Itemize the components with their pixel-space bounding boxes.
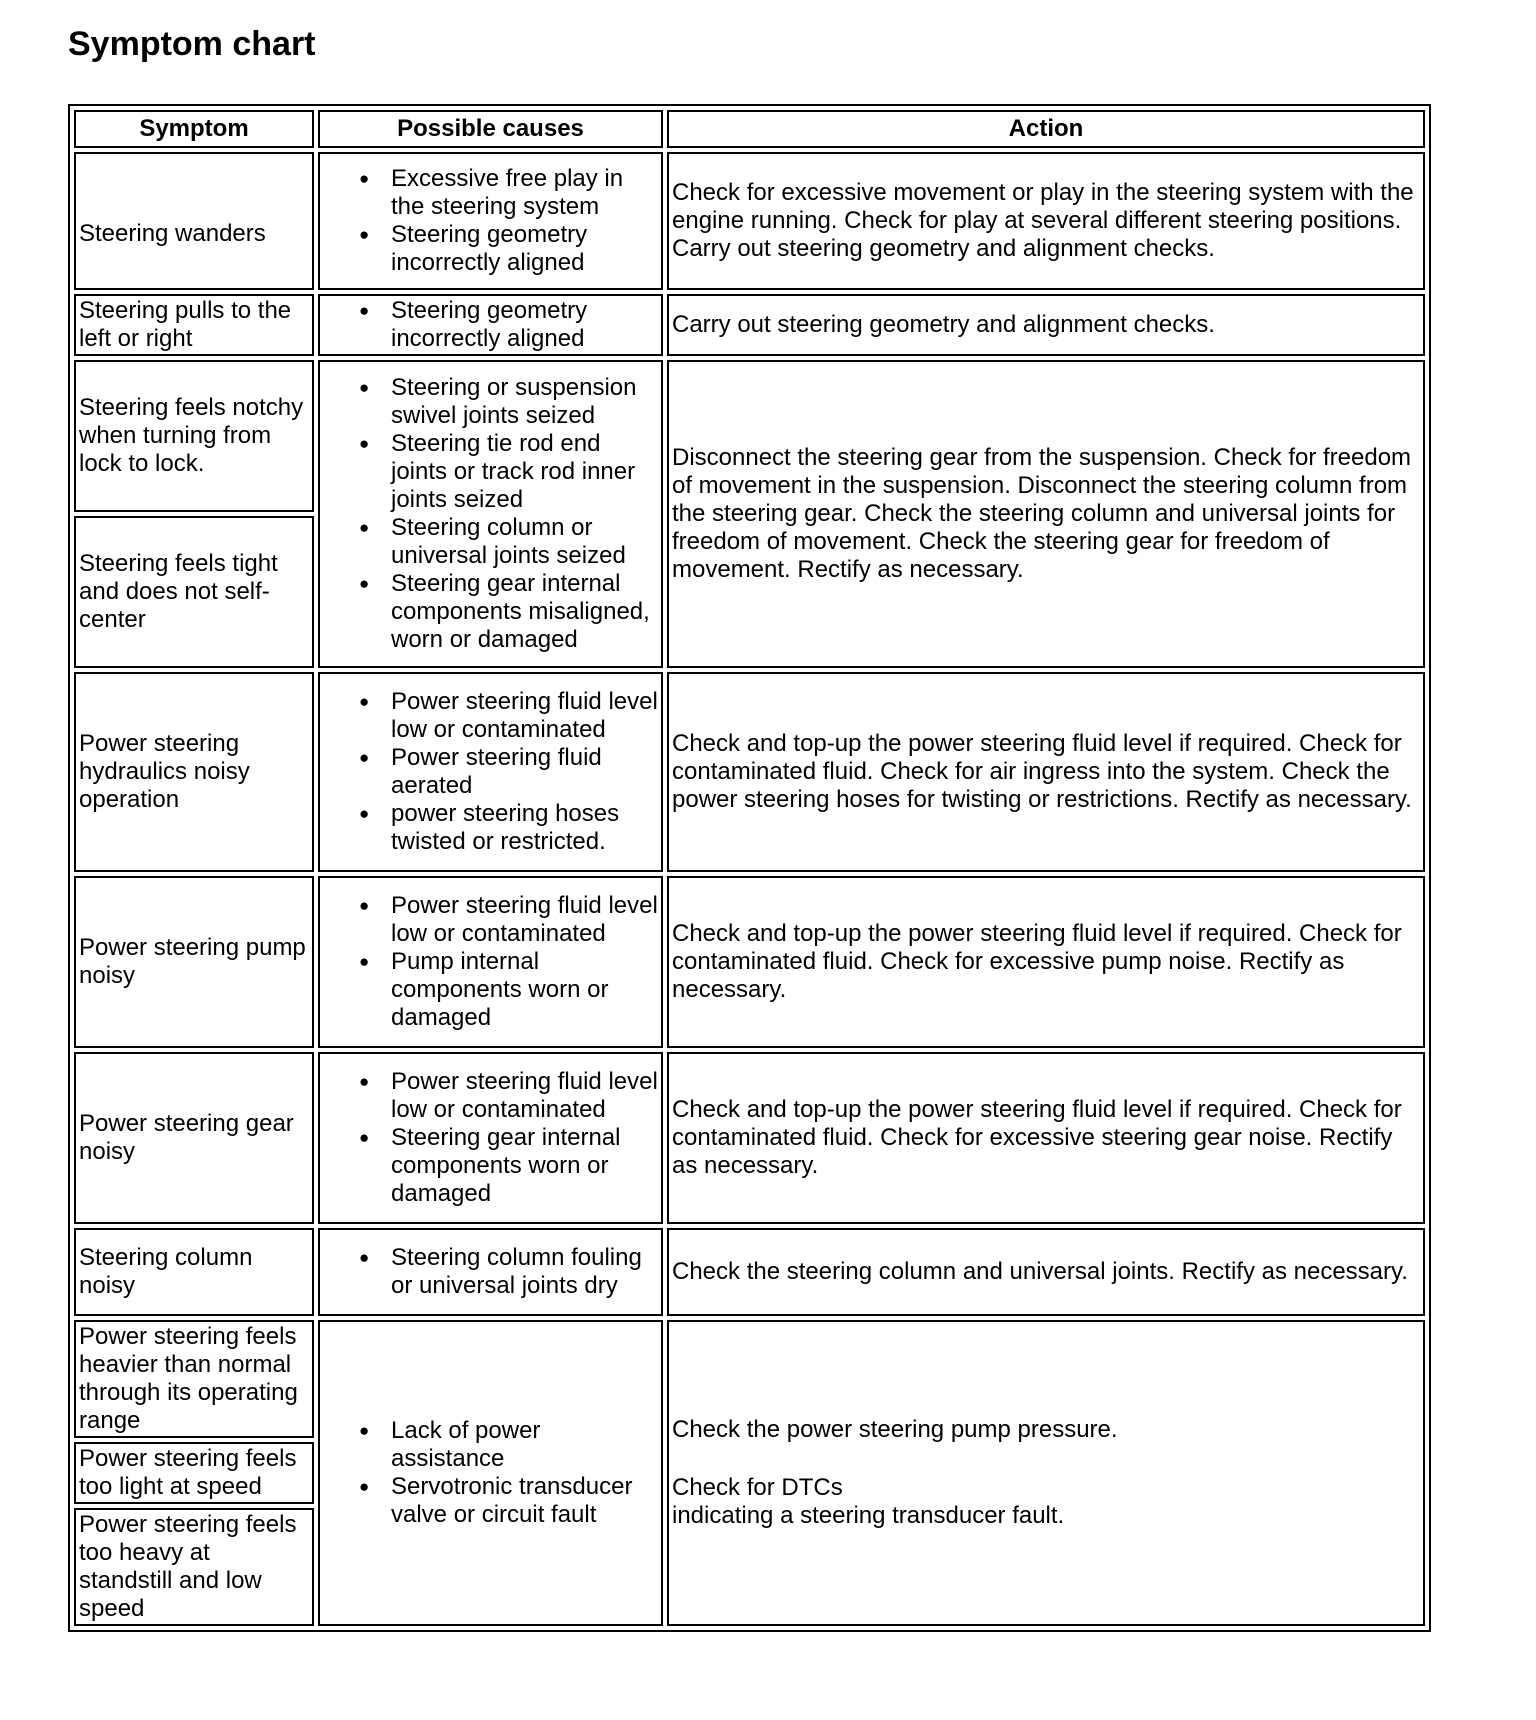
cause-item: ● Power steering fluid level low or contaminated xyxy=(359,688,658,744)
action-text: Check for excessive movement or play in the steering system with the engine running. Check for play at several different steering positions. Carry out steering geometry and alignment checks. xyxy=(672,179,1414,262)
causes-cell xyxy=(318,1320,663,1626)
action-spacer xyxy=(672,1444,1420,1474)
action-text: Check and top-up the power steering fluid level if required. Check for xyxy=(672,1096,1402,1123)
page-title: Symptom chart xyxy=(68,25,316,63)
causes-cell xyxy=(318,672,663,872)
action-text: Disconnect the steering gear from the suspension. Check for freedom of movement in the suspension. Disconnect the steering column from the steering gear. Check the steering column and universal joints for freedom of movement. Check the steering gear for freedom of movement. Rectify as necessary. xyxy=(672,444,1412,583)
action-cell xyxy=(667,876,1425,1048)
cause-item: ● Power steering fluid level low or contaminated xyxy=(359,1068,658,1124)
table-row xyxy=(74,672,1425,872)
header-row xyxy=(74,110,1425,148)
table-row xyxy=(74,1052,1425,1224)
action-cell xyxy=(667,1320,1425,1626)
cause-item: ● Steering gear internal components worn or damaged xyxy=(359,1124,658,1208)
action-text: Check the power steering pump pressure. xyxy=(672,1416,1118,1443)
action-text: Check and top-up the power steering fluid level if required. Check for xyxy=(672,920,1402,947)
header-possible-causes: Possible causes xyxy=(318,110,663,148)
symptom-cell: Power steering hydraulics noisy operation xyxy=(74,672,314,872)
symptom-cell: Power steering feels heavier than normal through its operating range xyxy=(74,1320,314,1438)
causes-cell xyxy=(318,360,663,668)
cause-item: ● Lack of power assistance xyxy=(359,1417,658,1473)
symptom-cell: Power steering gear noisy xyxy=(74,1052,314,1224)
cause-item: ● Steering gear internal components misaligned, worn or damaged xyxy=(359,570,658,654)
header-action: Action xyxy=(667,110,1425,148)
action-cell xyxy=(667,360,1425,668)
action-text: Check the steering column and universal joints. Rectify as necessary. xyxy=(672,1258,1408,1285)
symptom-cell: Power steering feels too light at speed xyxy=(74,1442,314,1504)
causes-cell xyxy=(318,294,663,356)
action-text: contaminated fluid. Check for excessive pump noise. Rectify as necessary. xyxy=(672,948,1345,1003)
table-row xyxy=(74,152,1425,290)
action-cell xyxy=(667,1228,1425,1316)
cause-item: ● Servotronic transducer valve or circuit fault xyxy=(359,1473,658,1529)
symptom-cell: Steering wanders xyxy=(74,152,314,290)
symptom-cell: Power steering pump noisy xyxy=(74,876,314,1048)
causes-list xyxy=(323,1068,658,1208)
action-text: contaminated fluid. Check for excessive steering gear noise. Rectify as necessary. xyxy=(672,1124,1393,1179)
cause-item: ● Steering column or universal joints seized xyxy=(359,514,658,570)
symptom-cell: Steering pulls to the left or right xyxy=(74,294,314,356)
causes-list xyxy=(323,688,658,856)
cause-item: ● Steering or suspension swivel joints seized xyxy=(359,374,658,430)
causes-list xyxy=(323,374,658,654)
symptom-cell: Steering column noisy xyxy=(74,1228,314,1316)
table-row xyxy=(74,1320,1425,1438)
action-text: Carry out steering geometry and alignment checks. xyxy=(672,311,1215,338)
cause-item: ● Steering tie rod end joints or track rod inner joints seized xyxy=(359,430,658,514)
causes-list xyxy=(323,297,658,353)
symptom-cell: Power steering feels too heavy at standstill and low speed xyxy=(74,1508,314,1626)
symptom-chart-table xyxy=(68,104,1431,1632)
cause-item: ● Steering column fouling or universal joints dry xyxy=(359,1244,658,1300)
causes-list xyxy=(323,892,658,1032)
causes-cell xyxy=(318,1052,663,1224)
action-text: Check and top-up the power steering fluid level if required. Check for xyxy=(672,730,1402,757)
causes-list xyxy=(323,1417,658,1529)
causes-cell xyxy=(318,1228,663,1316)
action-text: contaminated fluid. Check for air ingress into the system. Check the power steering hoses for twisting or restrictions. Rectify as necessary. xyxy=(672,758,1412,813)
action-text: Check for DTCs xyxy=(672,1474,843,1501)
cause-item: ● power steering hoses twisted or restricted. xyxy=(359,800,658,856)
action-cell xyxy=(667,672,1425,872)
cause-item: ● Power steering fluid level low or contaminated xyxy=(359,892,658,948)
action-text: indicating a steering transducer fault. xyxy=(672,1502,1065,1529)
cause-item: ● Power steering fluid aerated xyxy=(359,744,658,800)
cause-item: ● Steering geometry incorrectly aligned xyxy=(359,221,658,277)
causes-list xyxy=(323,165,658,277)
causes-list xyxy=(323,1244,658,1300)
table-row xyxy=(74,294,1425,356)
symptom-cell: Steering feels notchy when turning from lock to lock. xyxy=(74,360,314,512)
cause-item: ● Excessive free play in the steering system xyxy=(359,165,658,221)
table-row xyxy=(74,876,1425,1048)
action-cell xyxy=(667,1052,1425,1224)
causes-cell xyxy=(318,152,663,290)
action-cell xyxy=(667,294,1425,356)
table-row xyxy=(74,360,1425,512)
causes-cell xyxy=(318,876,663,1048)
header-symptom: Symptom xyxy=(74,110,314,148)
symptom-cell: Steering feels tight and does not self-center xyxy=(74,516,314,668)
cause-item: ● Steering geometry incorrectly aligned xyxy=(359,297,658,353)
action-cell xyxy=(667,152,1425,290)
cause-item: ● Pump internal components worn or damaged xyxy=(359,948,658,1032)
table-row xyxy=(74,1228,1425,1316)
